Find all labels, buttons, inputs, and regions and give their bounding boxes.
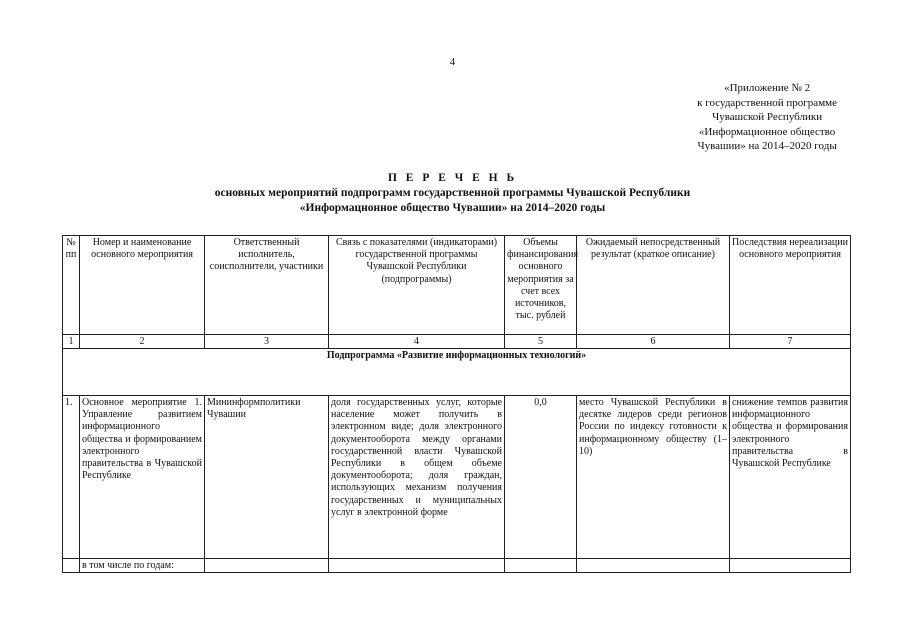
- appendix-line: «Информационное общество: [698, 125, 836, 138]
- column-numbers-row: [63, 335, 851, 349]
- column-number: 7: [730, 335, 851, 349]
- table-header-row: [63, 236, 851, 335]
- column-number: 3: [205, 335, 329, 349]
- header-cell: Ожидаемый непосредственный результат (краткое описание): [577, 236, 730, 335]
- measure-executor: Мининформполитики Чувашии: [205, 396, 329, 559]
- appendix-note: [697, 81, 837, 154]
- appendix-line: Чувашии» на 2014–2020 годы: [697, 140, 837, 152]
- appendix-line: к государственной программе: [697, 96, 837, 109]
- appendix-line: «Приложение № 2: [724, 82, 811, 94]
- column-number: 2: [80, 335, 205, 349]
- subprogram-title: Подпрограмма «Развитие информационных технологий»: [63, 349, 851, 396]
- column-number: 6: [577, 335, 730, 349]
- title-line: основных мероприятий подпрограмм государственной программы Чувашской Республики: [214, 187, 691, 199]
- column-number: 5: [505, 335, 577, 349]
- measure-indicators: доля государственных услуг, которые население может получить в электронном виде; доля электронного документооборота между органами государственной власти Чувашской Республики в общем объеме документооборота; доля граждан, использующих механизм получения государственных и муниципальных услуг в электронной форме: [329, 396, 505, 559]
- title-main: П Е Р Е Ч Е Н Ь: [387, 172, 518, 184]
- page-number: 4: [449, 56, 456, 68]
- column-number: 1: [63, 335, 80, 349]
- document-title: [0, 171, 905, 216]
- header-cell: Объемы финансирования основного мероприятия за счет всех источников, тыс. рублей: [505, 236, 577, 335]
- table-row: [63, 396, 851, 559]
- measures-table: [62, 235, 851, 573]
- header-cell: № пп: [63, 236, 80, 335]
- empty-cell: [63, 559, 80, 573]
- measure-funding: 0,0: [505, 396, 577, 559]
- measure-name: Основное мероприятие 1. Управление развитием информационного общества и формированием электронного правительства в Чувашской Республике: [80, 396, 205, 559]
- subprogram-row: [63, 349, 851, 396]
- header-cell: Номер и наименование основного мероприятия: [80, 236, 205, 335]
- column-number: 4: [329, 335, 505, 349]
- empty-cell: [577, 559, 730, 573]
- title-line: «Информацнонное общество Чувашии» на 2014–2020 годы: [299, 202, 606, 214]
- row-number: 1.: [63, 396, 80, 559]
- empty-cell: [505, 559, 577, 573]
- header-cell: Последствия нереализации основного мероприятия: [730, 236, 851, 335]
- by-years-label: в том числе по годам:: [80, 559, 205, 573]
- header-cell: Связь с показателями (индикаторами) государственной программы Чувашской Республики (подпрограммы): [329, 236, 505, 335]
- empty-cell: [205, 559, 329, 573]
- appendix-line: Чувашской Республики: [712, 111, 823, 123]
- empty-cell: [329, 559, 505, 573]
- empty-cell: [730, 559, 851, 573]
- by-years-row: [63, 559, 851, 573]
- measure-consequences: снижение темпов развития информационного общества и формирования электронного правительства в Чувашской Республике: [730, 396, 851, 559]
- header-cell: Ответственный исполнитель, соисполнители, участники: [205, 236, 329, 335]
- measure-result: место Чувашской Республики в десятке лидеров среди регионов России по индексу готовности к информационному обществу (1–10): [577, 396, 730, 559]
